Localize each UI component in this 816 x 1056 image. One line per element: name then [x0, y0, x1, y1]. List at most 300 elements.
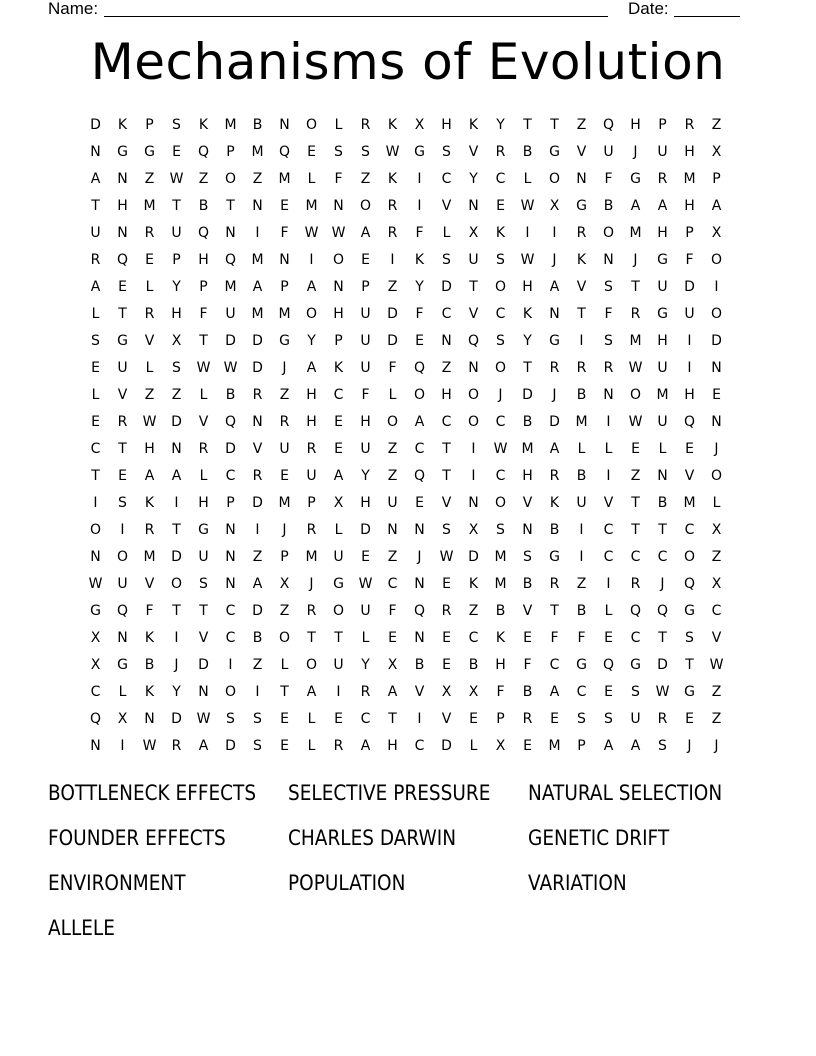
grid-letter[interactable]: J [174, 656, 179, 673]
grid-letter[interactable]: N [225, 548, 236, 565]
grid-letter[interactable]: G [414, 143, 425, 160]
grid-letter[interactable]: E [118, 467, 127, 484]
grid-letter[interactable]: L [199, 467, 208, 484]
grid-letter[interactable]: L [658, 440, 667, 457]
grid-letter[interactable]: T [199, 332, 208, 349]
grid-letter[interactable]: H [306, 413, 317, 430]
grid-letter[interactable]: G [198, 521, 209, 538]
grid-letter[interactable]: D [468, 548, 479, 565]
grid-letter[interactable]: I [525, 224, 530, 241]
grid-letter[interactable]: M [251, 143, 264, 160]
grid-letter[interactable]: B [522, 143, 533, 160]
grid-letter[interactable]: C [333, 386, 344, 403]
grid-letter[interactable]: L [334, 116, 343, 133]
grid-letter[interactable]: T [631, 494, 640, 511]
grid-letter[interactable]: R [90, 251, 101, 268]
grid-letter[interactable]: U [171, 224, 182, 241]
grid-letter[interactable]: T [172, 602, 181, 619]
grid-letter[interactable]: E [91, 359, 100, 376]
grid-letter[interactable]: G [657, 251, 668, 268]
grid-letter[interactable]: X [441, 683, 452, 700]
grid-letter[interactable]: Z [387, 467, 398, 484]
grid-letter[interactable]: N [711, 359, 722, 376]
grid-letter[interactable]: U [306, 467, 317, 484]
grid-letter[interactable]: P [334, 332, 343, 349]
grid-letter[interactable]: I [606, 467, 611, 484]
grid-letter[interactable]: N [468, 359, 479, 376]
grid-letter[interactable]: Y [523, 332, 532, 349]
grid-letter[interactable]: P [712, 170, 721, 187]
grid-letter[interactable]: O [710, 305, 723, 322]
grid-letter[interactable]: F [361, 386, 370, 403]
grid-letter[interactable]: O [467, 386, 480, 403]
grid-letter[interactable]: J [633, 251, 638, 268]
grid-letter[interactable]: D [360, 521, 371, 538]
grid-letter[interactable]: P [577, 737, 586, 754]
grid-letter[interactable]: R [576, 224, 587, 241]
grid-letter[interactable]: I [255, 224, 260, 241]
grid-letter[interactable]: S [91, 332, 100, 349]
grid-letter[interactable]: N [252, 197, 263, 214]
grid-letter[interactable]: L [91, 386, 100, 403]
grid-letter[interactable]: N [414, 629, 425, 646]
grid-letter[interactable]: T [658, 521, 667, 538]
grid-letter[interactable]: R [252, 386, 263, 403]
grid-letter[interactable]: K [144, 494, 155, 511]
grid-letter[interactable]: S [496, 332, 505, 349]
grid-letter[interactable]: F [577, 629, 586, 646]
grid-letter[interactable]: O [602, 224, 615, 241]
grid-letter[interactable]: A [252, 278, 263, 295]
grid-letter[interactable]: A [387, 683, 398, 700]
grid-letter[interactable]: D [252, 332, 263, 349]
grid-letter[interactable]: X [117, 710, 128, 727]
grid-letter[interactable]: H [684, 143, 695, 160]
grid-letter[interactable]: Z [387, 278, 398, 295]
grid-letter[interactable]: C [630, 548, 641, 565]
grid-letter[interactable]: H [630, 116, 641, 133]
grid-letter[interactable]: R [657, 170, 668, 187]
grid-letter[interactable]: A [306, 683, 317, 700]
grid-letter[interactable]: E [172, 143, 181, 160]
grid-letter[interactable]: U [333, 656, 344, 673]
grid-letter[interactable]: J [282, 359, 287, 376]
grid-letter[interactable]: L [334, 521, 343, 538]
grid-letter[interactable]: E [280, 710, 289, 727]
grid-letter[interactable]: R [117, 413, 128, 430]
grid-letter[interactable]: R [657, 710, 668, 727]
grid-letter[interactable]: P [496, 710, 505, 727]
grid-letter[interactable]: S [685, 629, 694, 646]
grid-letter[interactable]: P [172, 251, 181, 268]
grid-letter[interactable]: M [494, 548, 507, 565]
grid-letter[interactable]: N [441, 332, 452, 349]
grid-letter[interactable]: S [631, 683, 640, 700]
grid-letter[interactable]: S [361, 143, 370, 160]
grid-letter[interactable]: X [387, 656, 398, 673]
grid-letter[interactable]: Z [711, 116, 722, 133]
grid-letter[interactable]: H [198, 251, 209, 268]
grid-letter[interactable]: S [523, 548, 532, 565]
grid-letter[interactable]: P [226, 143, 235, 160]
grid-letter[interactable]: V [441, 494, 452, 511]
grid-letter[interactable]: I [579, 521, 584, 538]
grid-letter[interactable]: J [714, 737, 719, 754]
grid-letter[interactable]: Y [469, 170, 478, 187]
grid-letter[interactable]: O [278, 629, 291, 646]
grid-letter[interactable]: O [710, 467, 723, 484]
grid-letter[interactable]: Z [576, 575, 587, 592]
grid-letter[interactable]: D [657, 656, 668, 673]
grid-letter[interactable]: F [388, 602, 397, 619]
grid-letter[interactable]: Q [683, 575, 696, 592]
grid-letter[interactable]: M [143, 197, 156, 214]
grid-letter[interactable]: H [306, 386, 317, 403]
grid-letter[interactable]: V [468, 143, 479, 160]
grid-letter[interactable]: T [334, 629, 343, 646]
grid-letter[interactable]: W [655, 683, 670, 700]
grid-letter[interactable]: U [333, 548, 344, 565]
grid-letter[interactable]: K [495, 629, 506, 646]
grid-letter[interactable]: E [523, 737, 532, 754]
grid-letter[interactable]: B [522, 683, 533, 700]
grid-letter[interactable]: I [120, 737, 125, 754]
grid-letter[interactable]: G [576, 656, 587, 673]
grid-letter[interactable]: O [116, 548, 129, 565]
grid-letter[interactable]: K [495, 224, 506, 241]
grid-letter[interactable]: Y [307, 332, 316, 349]
grid-letter[interactable]: E [604, 683, 613, 700]
grid-letter[interactable]: C [657, 548, 668, 565]
grid-letter[interactable]: W [358, 575, 373, 592]
grid-letter[interactable]: M [683, 170, 696, 187]
grid-letter[interactable]: E [280, 737, 289, 754]
grid-letter[interactable]: H [684, 197, 695, 214]
grid-letter[interactable]: W [493, 440, 508, 457]
grid-letter[interactable]: V [198, 413, 209, 430]
grid-letter[interactable]: Y [172, 278, 181, 295]
grid-letter[interactable]: H [657, 224, 668, 241]
grid-letter[interactable]: W [88, 575, 103, 592]
grid-letter[interactable]: H [171, 305, 182, 322]
grid-letter[interactable]: D [171, 413, 182, 430]
grid-letter[interactable]: C [90, 683, 101, 700]
grid-letter[interactable]: Z [360, 170, 371, 187]
grid-letter[interactable]: K [387, 170, 398, 187]
grid-letter[interactable]: Z [252, 548, 263, 565]
grid-letter[interactable]: D [441, 737, 452, 754]
grid-letter[interactable]: H [441, 116, 452, 133]
grid-letter[interactable]: T [226, 197, 235, 214]
grid-letter[interactable]: G [684, 602, 695, 619]
grid-letter[interactable]: S [658, 737, 667, 754]
grid-letter[interactable]: L [91, 305, 100, 322]
grid-letter[interactable]: Q [116, 251, 129, 268]
grid-letter[interactable]: O [305, 656, 318, 673]
grid-letter[interactable]: Z [468, 602, 479, 619]
grid-letter[interactable]: K [468, 575, 479, 592]
grid-letter[interactable]: N [90, 548, 101, 565]
grid-letter[interactable]: Z [198, 170, 209, 187]
grid-letter[interactable]: E [361, 251, 370, 268]
grid-letter[interactable]: H [684, 386, 695, 403]
grid-letter[interactable]: N [144, 710, 155, 727]
grid-letter[interactable]: P [361, 278, 370, 295]
grid-letter[interactable]: S [442, 143, 451, 160]
grid-letter[interactable]: O [494, 278, 507, 295]
grid-letter[interactable]: R [252, 467, 263, 484]
grid-letter[interactable]: N [171, 440, 182, 457]
grid-letter[interactable]: J [714, 440, 719, 457]
grid-letter[interactable]: S [496, 251, 505, 268]
grid-letter[interactable]: V [441, 710, 452, 727]
grid-letter[interactable]: M [494, 575, 507, 592]
grid-letter[interactable]: O [170, 575, 183, 592]
grid-letter[interactable]: R [360, 116, 371, 133]
grid-letter[interactable]: W [520, 251, 535, 268]
grid-letter[interactable]: Z [711, 710, 722, 727]
grid-letter[interactable]: L [712, 494, 721, 511]
grid-letter[interactable]: C [225, 629, 236, 646]
grid-letter[interactable]: I [390, 251, 395, 268]
grid-letter[interactable]: J [498, 386, 503, 403]
grid-letter[interactable]: A [252, 575, 263, 592]
grid-letter[interactable]: R [144, 521, 155, 538]
grid-letter[interactable]: P [145, 116, 154, 133]
grid-letter[interactable]: A [198, 737, 209, 754]
grid-letter[interactable]: U [657, 143, 668, 160]
grid-letter[interactable]: I [417, 170, 422, 187]
grid-letter[interactable]: K [387, 116, 398, 133]
name-blank-line[interactable] [104, 16, 608, 17]
grid-letter[interactable]: L [469, 737, 478, 754]
grid-letter[interactable]: L [307, 710, 316, 727]
grid-letter[interactable]: H [387, 737, 398, 754]
grid-letter[interactable]: B [657, 494, 668, 511]
grid-letter[interactable]: I [417, 710, 422, 727]
grid-letter[interactable]: C [495, 170, 506, 187]
grid-letter[interactable]: K [198, 116, 209, 133]
grid-letter[interactable]: M [305, 197, 318, 214]
grid-letter[interactable]: V [441, 197, 452, 214]
grid-letter[interactable]: Z [711, 683, 722, 700]
grid-letter[interactable]: N [225, 575, 236, 592]
grid-letter[interactable]: N [468, 197, 479, 214]
grid-letter[interactable]: U [360, 359, 371, 376]
grid-letter[interactable]: D [171, 710, 182, 727]
grid-letter[interactable]: V [576, 278, 587, 295]
grid-letter[interactable]: I [174, 629, 179, 646]
grid-letter[interactable]: T [307, 629, 316, 646]
date-blank-line[interactable] [674, 16, 740, 17]
grid-letter[interactable]: Q [602, 116, 615, 133]
grid-letter[interactable]: E [334, 710, 343, 727]
grid-letter[interactable]: K [522, 305, 533, 322]
grid-letter[interactable]: N [225, 521, 236, 538]
grid-letter[interactable]: A [333, 467, 344, 484]
grid-letter[interactable]: S [199, 575, 208, 592]
grid-letter[interactable]: N [711, 413, 722, 430]
grid-letter[interactable]: Y [415, 278, 424, 295]
grid-letter[interactable]: J [687, 737, 692, 754]
grid-letter[interactable]: S [442, 521, 451, 538]
grid-letter[interactable]: K [117, 116, 128, 133]
grid-letter[interactable]: L [145, 359, 154, 376]
grid-letter[interactable]: D [252, 494, 263, 511]
grid-letter[interactable]: L [388, 386, 397, 403]
grid-letter[interactable]: D [225, 737, 236, 754]
grid-letter[interactable]: D [387, 305, 398, 322]
grid-letter[interactable]: E [145, 251, 154, 268]
grid-letter[interactable]: D [252, 602, 263, 619]
grid-letter[interactable]: F [523, 656, 532, 673]
grid-letter[interactable]: T [550, 602, 559, 619]
grid-letter[interactable]: N [414, 575, 425, 592]
grid-letter[interactable]: B [603, 197, 614, 214]
grid-letter[interactable]: A [414, 413, 425, 430]
grid-letter[interactable]: K [144, 629, 155, 646]
grid-letter[interactable]: U [360, 332, 371, 349]
grid-letter[interactable]: D [441, 278, 452, 295]
grid-letter[interactable]: A [549, 278, 560, 295]
grid-letter[interactable]: E [685, 440, 694, 457]
grid-letter[interactable]: S [172, 116, 181, 133]
grid-letter[interactable]: Z [576, 116, 587, 133]
grid-letter[interactable]: T [523, 116, 532, 133]
grid-letter[interactable]: A [306, 278, 317, 295]
grid-letter[interactable]: N [225, 224, 236, 241]
grid-letter[interactable]: Q [89, 710, 102, 727]
grid-letter[interactable]: N [279, 116, 290, 133]
grid-letter[interactable]: J [552, 386, 557, 403]
grid-letter[interactable]: C [576, 683, 587, 700]
grid-letter[interactable]: W [304, 224, 319, 241]
grid-letter[interactable]: I [174, 494, 179, 511]
grid-letter[interactable]: R [279, 413, 290, 430]
grid-letter[interactable]: H [522, 467, 533, 484]
grid-letter[interactable]: G [279, 332, 290, 349]
grid-letter[interactable]: R [387, 197, 398, 214]
grid-letter[interactable]: Q [629, 602, 642, 619]
grid-letter[interactable]: Q [224, 251, 237, 268]
grid-letter[interactable]: V [252, 440, 263, 457]
grid-letter[interactable]: O [332, 251, 345, 268]
grid-letter[interactable]: M [629, 332, 642, 349]
grid-letter[interactable]: S [253, 710, 262, 727]
grid-letter[interactable]: U [576, 494, 587, 511]
grid-letter[interactable]: N [576, 170, 587, 187]
grid-letter[interactable]: Y [496, 116, 505, 133]
grid-letter[interactable]: B [225, 386, 236, 403]
grid-letter[interactable]: G [117, 143, 128, 160]
grid-letter[interactable]: O [89, 521, 102, 538]
grid-letter[interactable]: T [91, 197, 100, 214]
grid-letter[interactable]: M [278, 305, 291, 322]
grid-letter[interactable]: P [280, 278, 289, 295]
grid-letter[interactable]: I [228, 656, 233, 673]
grid-letter[interactable]: P [658, 116, 667, 133]
grid-letter[interactable]: Q [224, 413, 237, 430]
grid-letter[interactable]: V [522, 602, 533, 619]
grid-letter[interactable]: M [278, 494, 291, 511]
grid-letter[interactable]: M [251, 251, 264, 268]
grid-letter[interactable]: S [172, 359, 181, 376]
grid-letter[interactable]: A [603, 737, 614, 754]
grid-letter[interactable]: X [90, 629, 101, 646]
grid-letter[interactable]: S [118, 494, 127, 511]
grid-letter[interactable]: M [305, 548, 318, 565]
grid-letter[interactable]: U [117, 575, 128, 592]
grid-letter[interactable]: B [414, 656, 425, 673]
grid-letter[interactable]: F [604, 305, 613, 322]
grid-letter[interactable]: T [577, 305, 586, 322]
grid-letter[interactable]: D [522, 386, 533, 403]
grid-letter[interactable]: C [468, 629, 479, 646]
grid-letter[interactable]: L [280, 656, 289, 673]
grid-letter[interactable]: C [414, 440, 425, 457]
grid-letter[interactable]: D [198, 656, 209, 673]
grid-letter[interactable]: X [711, 143, 722, 160]
grid-letter[interactable]: J [552, 251, 557, 268]
grid-letter[interactable]: N [522, 521, 533, 538]
grid-letter[interactable]: W [628, 413, 643, 430]
grid-letter[interactable]: T [442, 467, 451, 484]
grid-letter[interactable]: N [333, 197, 344, 214]
grid-letter[interactable]: O [386, 413, 399, 430]
grid-letter[interactable]: X [468, 683, 479, 700]
grid-letter[interactable]: A [360, 737, 371, 754]
grid-letter[interactable]: Z [252, 656, 263, 673]
grid-letter[interactable]: Q [467, 332, 480, 349]
grid-letter[interactable]: E [631, 440, 640, 457]
grid-letter[interactable]: Q [413, 602, 426, 619]
grid-letter[interactable]: L [199, 386, 208, 403]
grid-letter[interactable]: J [282, 521, 287, 538]
grid-letter[interactable]: K [414, 251, 425, 268]
grid-letter[interactable]: G [333, 575, 344, 592]
grid-letter[interactable]: C [711, 602, 722, 619]
grid-letter[interactable]: G [657, 305, 668, 322]
grid-letter[interactable]: R [630, 305, 641, 322]
grid-letter[interactable]: F [550, 629, 559, 646]
grid-letter[interactable]: M [224, 278, 237, 295]
grid-letter[interactable]: F [685, 251, 694, 268]
grid-letter[interactable]: L [604, 440, 613, 457]
grid-letter[interactable]: D [225, 332, 236, 349]
grid-letter[interactable]: S [604, 278, 613, 295]
grid-letter[interactable]: N [90, 143, 101, 160]
grid-letter[interactable]: F [388, 359, 397, 376]
grid-letter[interactable]: H [495, 656, 506, 673]
grid-letter[interactable]: B [576, 602, 587, 619]
grid-letter[interactable]: L [604, 602, 613, 619]
grid-letter[interactable]: A [90, 170, 101, 187]
grid-letter[interactable]: R [306, 440, 317, 457]
grid-letter[interactable]: A [171, 467, 182, 484]
grid-letter[interactable]: U [468, 251, 479, 268]
grid-letter[interactable]: L [118, 683, 127, 700]
grid-letter[interactable]: I [552, 224, 557, 241]
grid-letter[interactable]: R [171, 737, 182, 754]
grid-letter[interactable]: U [360, 440, 371, 457]
grid-letter[interactable]: C [441, 305, 452, 322]
grid-letter[interactable]: R [387, 224, 398, 241]
grid-letter[interactable]: E [550, 710, 559, 727]
grid-letter[interactable]: O [305, 305, 318, 322]
grid-letter[interactable]: B [198, 197, 209, 214]
grid-letter[interactable]: K [333, 359, 344, 376]
grid-letter[interactable]: Z [387, 440, 398, 457]
